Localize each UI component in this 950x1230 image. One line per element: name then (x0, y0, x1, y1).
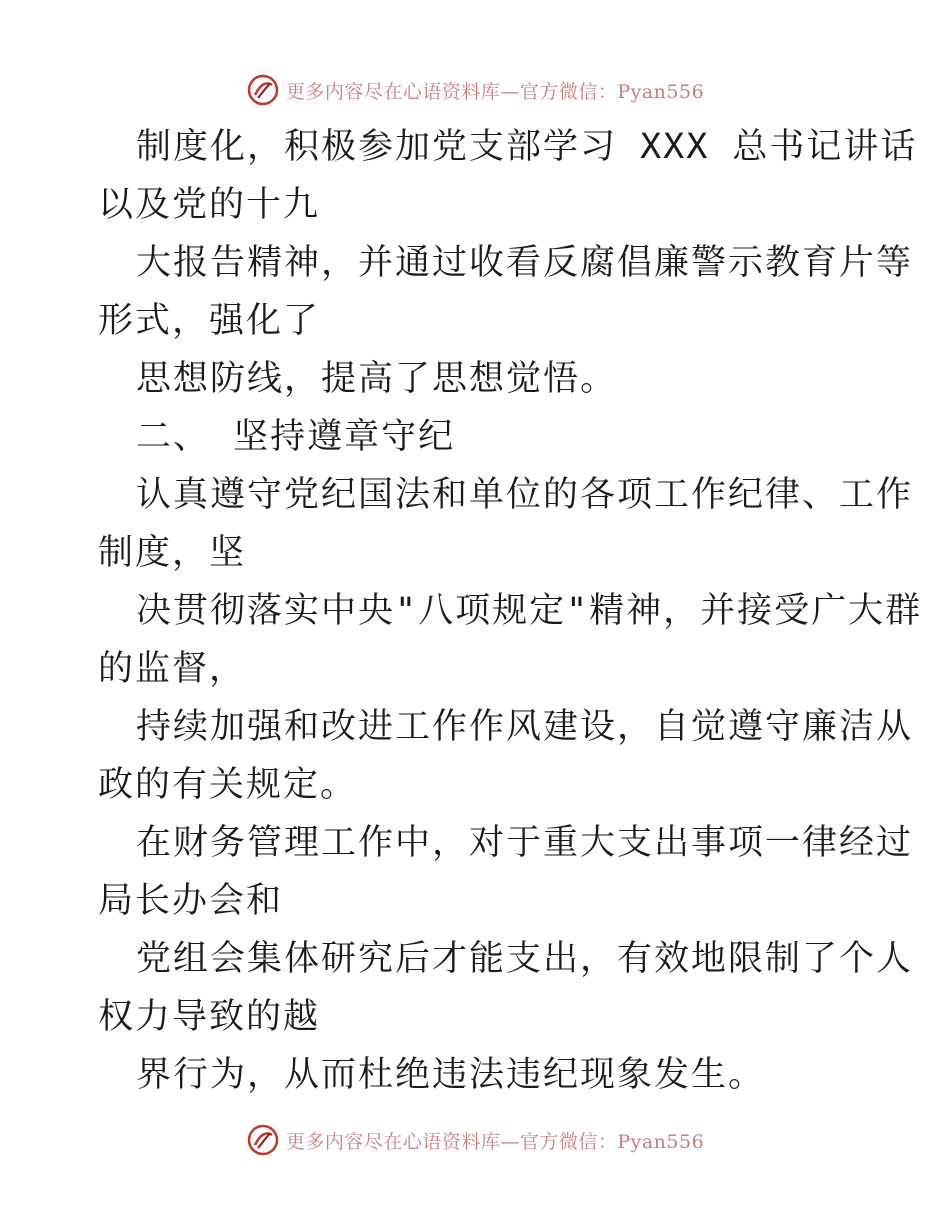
watermark-text: 更多内容尽在心语资料库—官方微信：Pyan556 (285, 1130, 705, 1153)
text-line: 形式，强化了 (98, 301, 321, 341)
text-line: 认真遵守党纪国法和单位的各项工作纪律、工作 (136, 475, 914, 515)
watermark-header (0, 70, 950, 110)
text-line: 局长办会和 (98, 881, 284, 921)
text-line: 制度化，积极参加党支部学习 XXX 总书记讲话 (136, 127, 918, 167)
text-line: 政的有关规定。 (98, 765, 358, 805)
text-line: 在财务管理工作中，对于重大支出事项一律经过 (136, 823, 914, 863)
watermark-text: 更多内容尽在心语资料库—官方微信：Pyan556 (285, 80, 705, 103)
text-line: 思想防线，提高了思想觉悟。 (136, 359, 618, 399)
text-line: 持续加强和改进工作作风建设，自觉遵守廉洁从 (136, 707, 914, 747)
watermark-footer (0, 1120, 950, 1160)
text-line: 的监督， (98, 649, 247, 689)
text-line: 界行为，从而杜绝违法违纪现象发生。 (136, 1055, 766, 1095)
text-line: 党组会集体研究后才能支出，有效地限制了个人 (136, 939, 914, 979)
text-line: 决贯彻落实中央"八项规定"精神，并接受广大群 (136, 591, 923, 631)
text-line: 以及党的十九 (98, 185, 321, 225)
circular-seal-logo-icon (246, 73, 280, 107)
text-line: 制度，坚 (98, 533, 247, 573)
section-heading: 二、 坚持遵章守纪 (136, 417, 456, 457)
document-body (98, 118, 923, 1104)
text-line: 大报告精神，并通过收看反腐倡廉警示教育片等 (136, 243, 914, 283)
circular-seal-logo-icon (246, 1123, 280, 1157)
text-line: 权力导致的越 (98, 997, 321, 1037)
